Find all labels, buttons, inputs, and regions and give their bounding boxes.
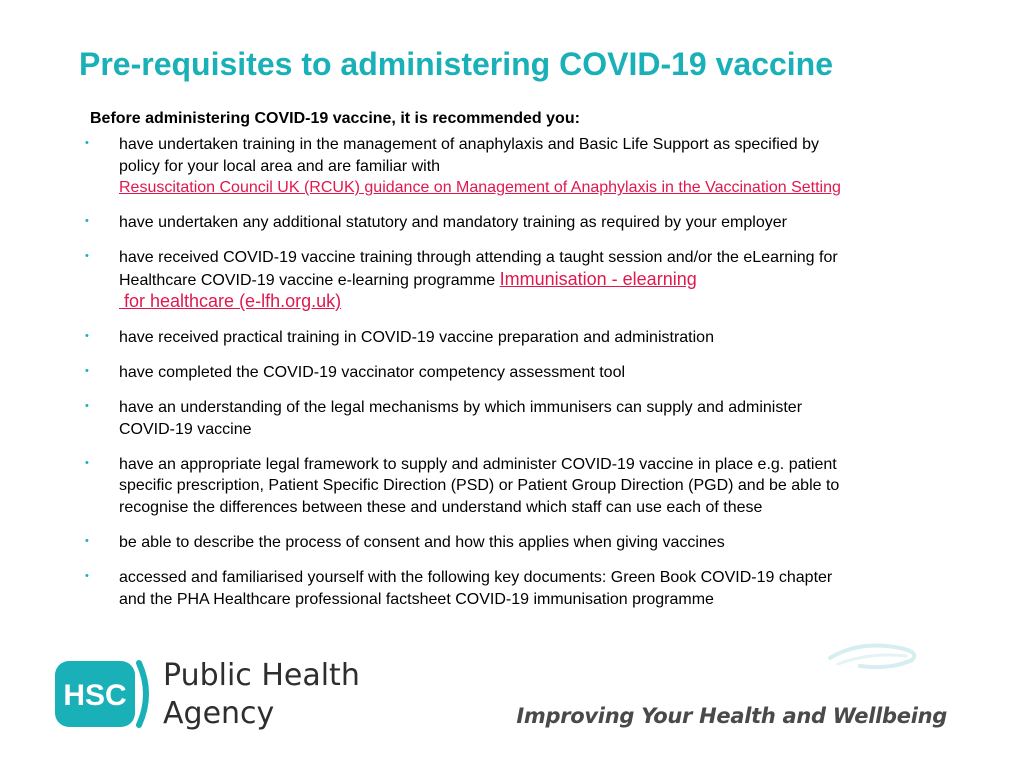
organisation-name [163,657,360,733]
list-item [83,532,963,554]
list-item [83,247,963,314]
item-text: have an appropriate legal framework to supply and administer COVID-19 vaccine in place e.g. patient [119,455,837,473]
org-name-line1: Public Health [163,658,360,693]
item-text: Healthcare COVID-19 vaccine e-learning programme [119,271,496,289]
prerequisite-list [83,134,963,624]
item-text: be able to describe the process of consent and how this applies when giving vaccines [119,534,725,552]
org-name-line2: Agency [163,696,275,731]
list-item [83,327,963,349]
item-text: have received COVID-19 vaccine training through attending a taught session and/or the eLearning for [119,249,838,267]
item-text: and the PHA Healthcare professional factsheet COVID-19 immunisation programme [119,590,714,608]
list-item [83,134,963,199]
item-text: have undertaken training in the management of anaphylaxis and Basic Life Support as specified by [119,136,819,153]
rcuk-anaphylaxis-link[interactable]: Resuscitation Council UK (RCUK) guidance on Management of Anaphylaxis in the Vaccination Setting [119,179,841,197]
elfh-immunisation-link-continued[interactable]: for healthcare (e-lfh.org.uk) [119,291,342,312]
item-text: have completed the COVID-19 vaccinator competency assessment tool [119,364,626,382]
item-text: policy for your local area and are familiar with [119,157,441,175]
list-item [83,397,963,440]
intro-text: Before administering COVID-19 vaccine, it is recommended you: [90,110,580,127]
swirl-decoration-icon [820,636,930,672]
item-text: accessed and familiarised yourself with the following key documents: Green Book COVID-19 chapter [119,569,833,587]
item-text: recognise the differences between these and understand which staff can use each of these [119,499,763,517]
item-text: have undertaken any additional statutory and mandatory training as required by your employer [119,214,787,232]
list-item [83,454,963,519]
hsc-logo [55,659,155,729]
logo-mark: HSC [63,679,127,712]
item-text: have received practical training in COVID-19 vaccine preparation and administration [119,329,714,347]
tagline: Improving Your Health and Wellbeing [516,704,947,728]
item-text: COVID-19 vaccine [119,420,252,438]
list-item [83,212,963,234]
list-item [83,362,963,384]
list-item [83,567,963,610]
item-text: specific prescription, Patient Specific Direction (PSD) or Patient Group Direction (PGD) and be able to [119,477,840,495]
elfh-immunisation-link[interactable]: Immunisation - elearning [499,268,697,289]
slide-title: Pre-requisites to administering COVID-19 vaccine [79,46,834,82]
item-text: have an understanding of the legal mechanisms by which immunisers can supply and administer [119,399,803,417]
